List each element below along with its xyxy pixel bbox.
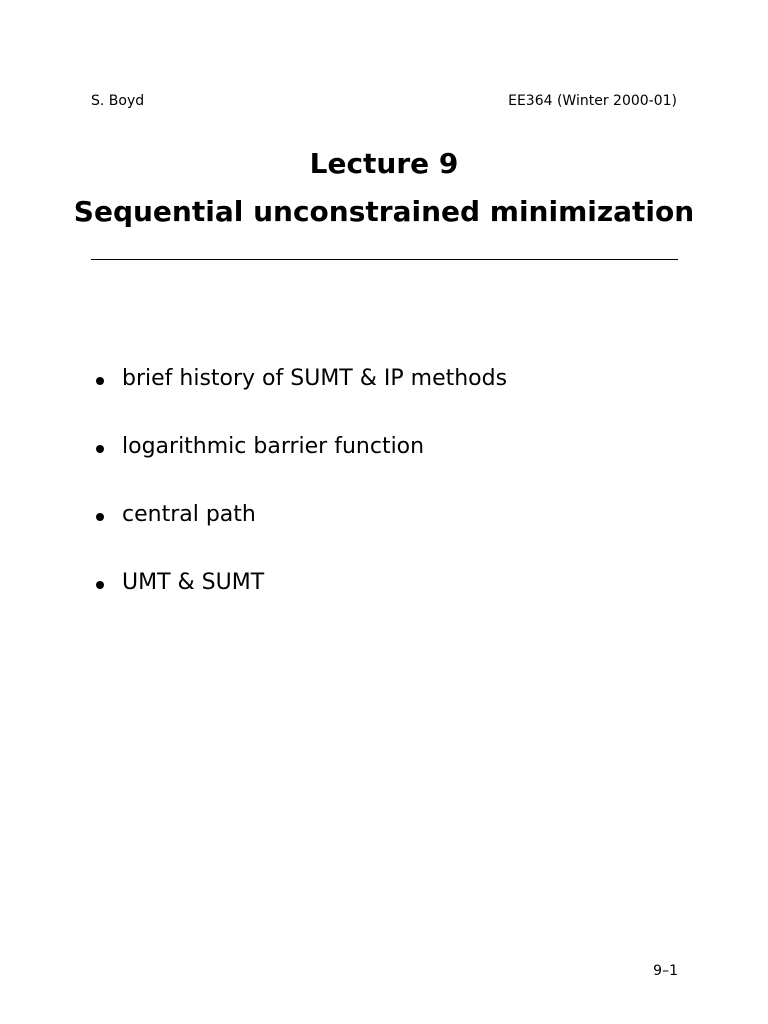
bullet-list [96,362,507,634]
course-label: EE364 (Winter 2000-01) [508,93,677,109]
bullet-icon [96,377,104,385]
bullet-icon [96,513,104,521]
lecture-topic-title: Sequential unconstrained minimization [73,195,695,228]
bullet-icon [96,445,104,453]
bullet-text: UMT & SUMT [122,570,265,595]
author-label: S. Boyd [91,93,145,109]
bullet-item [96,498,507,532]
bullet-item [96,362,507,396]
bullet-item [96,566,507,600]
slide-title [60,140,708,236]
bullet-text: logarithmic barrier function [122,434,425,459]
bullet-icon [96,581,104,589]
bullet-text: brief history of SUMT & IP methods [122,366,508,391]
lecture-number-title: Lecture 9 [309,147,459,180]
title-divider [91,259,678,260]
page-number: 9–1 [653,963,678,979]
bullet-text: central path [122,502,256,527]
bullet-item [96,430,507,464]
